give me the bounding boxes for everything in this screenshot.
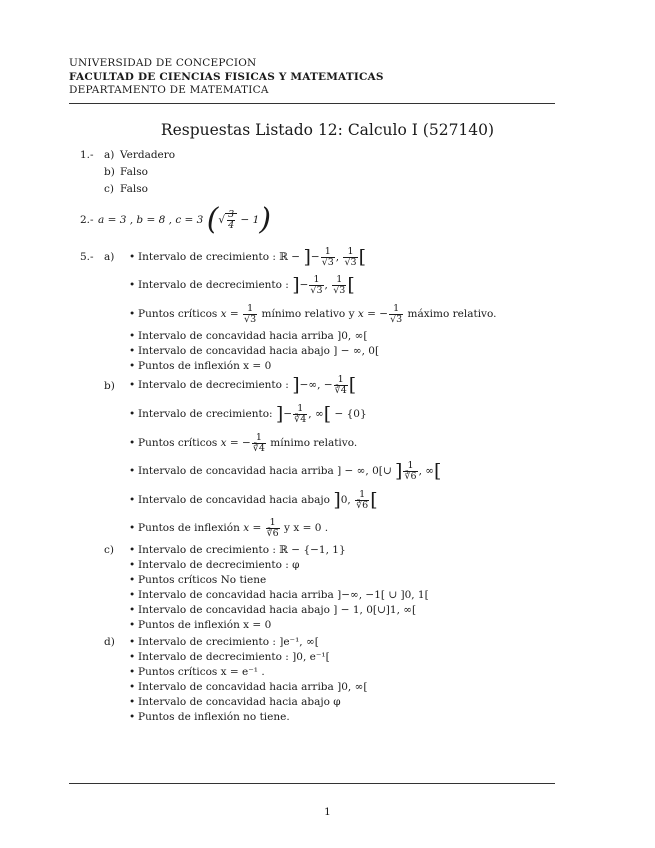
right-paren: ) bbox=[259, 202, 272, 237]
q1-item-a-letter: a) bbox=[104, 149, 115, 161]
q2-answer: a = 3 , b = 8 , c = 3 (√ $\frac{3}{4}$ − 1) bbox=[98, 202, 272, 237]
q5d-decrease-interval: • Intervalo de decrecimiento : ]0, e⁻¹[ bbox=[129, 651, 330, 663]
q5d-critical-points: • Puntos críticos x = e⁻¹ . bbox=[129, 666, 265, 678]
q5-part-b-letter: b) bbox=[104, 380, 115, 392]
q5c-inflection: • Puntos de inflexión x = 0 bbox=[129, 619, 272, 631]
q5c-decrease-interval: • Intervalo de decrecimiento : φ bbox=[129, 559, 300, 571]
q5a-concave-up: • Intervalo de concavidad hacia arriba ]0, ∞[ bbox=[129, 330, 368, 342]
q5a-inflection: • Puntos de inflexión x = 0 bbox=[129, 360, 272, 372]
q5c-critical-points: • Puntos críticos No tiene bbox=[129, 574, 267, 586]
q5a-decrease-interval: • Intervalo de decrecimiento : ]− $\frac{1}{√3}$ , $\frac{1}{√3}$ [ bbox=[129, 273, 355, 296]
q5a-concave-down: • Intervalo de concavidad hacia abajo ] − ∞, 0[ bbox=[129, 345, 380, 357]
q5c-concave-up: • Intervalo de concavidad hacia arriba ]−∞, −1[ ∪ ]0, 1[ bbox=[129, 589, 429, 601]
q5-part-d-letter: d) bbox=[104, 636, 115, 648]
q5d-growth-interval: • Intervalo de crecimiento : ]e⁻¹, ∞[ bbox=[129, 636, 319, 648]
question-5-label: 5.- bbox=[80, 251, 94, 263]
q1-item-c-letter: c) bbox=[104, 183, 114, 195]
university-name: UNIVERSIDAD DE CONCEPCION bbox=[69, 57, 257, 69]
question-2-label: 2.- bbox=[80, 214, 94, 226]
q5a-critical-points: • Puntos críticos x = $\frac{1}{√3}$ mínimo relativo y x = − $\frac{1}{√3}$ máximo relativo. bbox=[129, 302, 497, 325]
q1-item-b-letter: b) bbox=[104, 166, 115, 178]
footer-rule bbox=[69, 783, 555, 784]
q5a-growth-interval: • Intervalo de crecimiento : ℝ − ]− $\frac{1}{√3}$ , $\frac{1}{√3}$ [ bbox=[129, 245, 367, 268]
q5b-inflection: • Puntos de inflexión x = $\frac{1}{∛6}$ y x = 0 . bbox=[129, 516, 329, 539]
left-paren: ( bbox=[206, 202, 219, 237]
q1-item-a-text: Verdadero bbox=[120, 149, 176, 161]
q5-part-a-letter: a) bbox=[104, 251, 115, 263]
q5b-decrease-interval: • Intervalo de decrecimiento : ]−∞, − $\frac{1}{∛4}$ [ bbox=[129, 373, 357, 396]
q5b-concave-up: • Intervalo de concavidad hacia arriba ] − ∞, 0[∪ ] $\frac{1}{∛6}$ , ∞[ bbox=[129, 459, 442, 482]
q5b-growth-interval: • Intervalo de crecimiento: ]− $\frac{1}{∛4}$ , ∞[ − {0} bbox=[129, 402, 367, 425]
header-rule bbox=[69, 103, 555, 104]
q5b-critical-points: • Puntos críticos x = − $\frac{1}{∛4}$ mínimo relativo. bbox=[129, 431, 358, 454]
page-title: Respuestas Listado 12: Calculo I (527140) bbox=[160, 121, 495, 139]
q5d-concave-up: • Intervalo de concavidad hacia arriba ]0, ∞[ bbox=[129, 681, 368, 693]
q5-part-c-letter: c) bbox=[104, 544, 114, 556]
faculty-name: FACULTAD DE CIENCIAS FISICAS Y MATEMATICAS bbox=[69, 71, 384, 83]
q5d-concave-down: • Intervalo de concavidad hacia abajo φ bbox=[129, 696, 341, 708]
q5b-concave-down: • Intervalo de concavidad hacia abajo ]0, $\frac{1}{∛6}$ [ bbox=[129, 488, 378, 511]
department-name: DEPARTAMENTO DE MATEMATICA bbox=[69, 84, 269, 96]
q5c-concave-down: • Intervalo de concavidad hacia abajo ] − 1, 0[∪]1, ∞[ bbox=[129, 604, 417, 616]
question-1-label: 1.- bbox=[80, 149, 94, 161]
q5d-inflection: • Puntos de inflexión no tiene. bbox=[129, 711, 290, 723]
q2-answer-text: a = 3 , b = 8 , c = 3 bbox=[98, 214, 204, 226]
q5c-growth-interval: • Intervalo de crecimiento : ℝ − {−1, 1} bbox=[129, 544, 346, 556]
page-number: 1 bbox=[324, 806, 331, 818]
q1-item-b-text: Falso bbox=[120, 166, 148, 178]
q1-item-c-text: Falso bbox=[120, 183, 148, 195]
